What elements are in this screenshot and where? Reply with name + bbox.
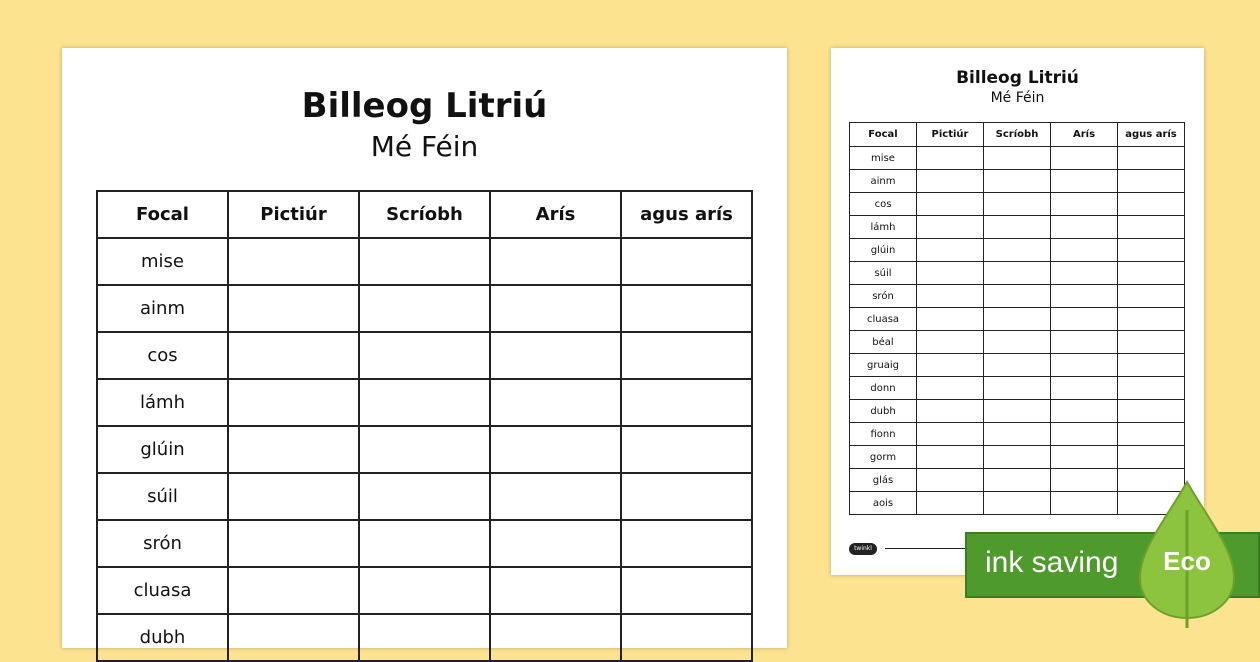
table-row [850, 193, 1185, 216]
blank-cell[interactable] [917, 239, 984, 262]
blank-cell[interactable] [984, 377, 1051, 400]
table-row [850, 423, 1185, 446]
word-cell: cos [850, 193, 917, 216]
table-row [850, 170, 1185, 193]
blank-cell[interactable] [917, 216, 984, 239]
word-cell: srón [97, 520, 228, 567]
blank-cell[interactable] [359, 614, 490, 661]
blank-cell[interactable] [1118, 377, 1185, 400]
blank-cell[interactable] [1051, 308, 1118, 331]
blank-cell[interactable] [1118, 285, 1185, 308]
table-row [97, 332, 752, 379]
table-row [850, 239, 1185, 262]
blank-cell[interactable] [359, 567, 490, 614]
table-row [97, 473, 752, 520]
word-cell: cluasa [97, 567, 228, 614]
blank-cell[interactable] [1051, 469, 1118, 492]
blank-cell[interactable] [917, 492, 984, 515]
blank-cell[interactable] [984, 193, 1051, 216]
blank-cell[interactable] [1051, 216, 1118, 239]
word-cell: cluasa [850, 308, 917, 331]
worksheet-preview-large [62, 48, 787, 648]
blank-cell[interactable] [917, 193, 984, 216]
blank-cell[interactable] [1051, 262, 1118, 285]
blank-cell[interactable] [1118, 331, 1185, 354]
word-cell: mise [97, 238, 228, 285]
blank-cell[interactable] [1118, 193, 1185, 216]
blank-cell[interactable] [228, 473, 359, 520]
blank-cell[interactable] [917, 170, 984, 193]
blank-cell[interactable] [359, 473, 490, 520]
blank-cell[interactable] [228, 567, 359, 614]
table-row [850, 216, 1185, 239]
blank-cell[interactable] [490, 238, 621, 285]
word-cell: súil [850, 262, 917, 285]
blank-cell[interactable] [1051, 147, 1118, 170]
eco-leaf-icon [1132, 480, 1242, 630]
blank-cell[interactable] [359, 285, 490, 332]
word-cell: srón [850, 285, 917, 308]
blank-cell[interactable] [984, 308, 1051, 331]
column-header: Scríobh [359, 191, 490, 238]
blank-cell[interactable] [984, 423, 1051, 446]
word-cell: donn [850, 377, 917, 400]
blank-cell[interactable] [984, 331, 1051, 354]
blank-cell[interactable] [1118, 170, 1185, 193]
word-cell: lámh [850, 216, 917, 239]
blank-cell[interactable] [917, 400, 984, 423]
blank-cell[interactable] [621, 379, 752, 426]
blank-cell[interactable] [1051, 377, 1118, 400]
blank-cell[interactable] [1051, 400, 1118, 423]
blank-cell[interactable] [490, 473, 621, 520]
table-row [850, 331, 1185, 354]
table-row [850, 354, 1185, 377]
word-cell: ainm [850, 170, 917, 193]
worksheet-title: Billeog Litriú [301, 86, 548, 126]
blank-cell[interactable] [490, 379, 621, 426]
word-cell: gorm [850, 446, 917, 469]
blank-cell[interactable] [917, 354, 984, 377]
blank-cell[interactable] [1118, 147, 1185, 170]
blank-cell[interactable] [1051, 492, 1118, 515]
table-row [850, 262, 1185, 285]
blank-cell[interactable] [917, 262, 984, 285]
blank-cell[interactable] [984, 492, 1051, 515]
blank-cell[interactable] [621, 473, 752, 520]
blank-cell[interactable] [1051, 331, 1118, 354]
blank-cell[interactable] [359, 238, 490, 285]
table-row [97, 426, 752, 473]
table-header-row [850, 123, 1185, 147]
word-cell: mise [850, 147, 917, 170]
column-header: Scríobh [984, 123, 1051, 147]
table-row [850, 377, 1185, 400]
table-row [850, 446, 1185, 469]
word-cell: aois [850, 492, 917, 515]
table-row [97, 285, 752, 332]
blank-cell[interactable] [1118, 262, 1185, 285]
table-header-row [97, 191, 752, 238]
blank-cell[interactable] [917, 377, 984, 400]
blank-cell[interactable] [359, 379, 490, 426]
blank-cell[interactable] [490, 332, 621, 379]
blank-cell[interactable] [621, 332, 752, 379]
blank-cell[interactable] [1118, 308, 1185, 331]
table-row [850, 285, 1185, 308]
spelling-table [96, 190, 753, 662]
blank-cell[interactable] [1118, 400, 1185, 423]
blank-cell[interactable] [984, 354, 1051, 377]
blank-cell[interactable] [490, 285, 621, 332]
blank-cell[interactable] [984, 262, 1051, 285]
blank-cell[interactable] [1051, 170, 1118, 193]
blank-cell[interactable] [1118, 446, 1185, 469]
blank-cell[interactable] [490, 614, 621, 661]
column-header: Focal [850, 123, 917, 147]
blank-cell[interactable] [490, 520, 621, 567]
table-row [850, 308, 1185, 331]
blank-cell[interactable] [228, 379, 359, 426]
blank-cell[interactable] [359, 332, 490, 379]
blank-cell[interactable] [984, 285, 1051, 308]
blank-cell[interactable] [1118, 423, 1185, 446]
spelling-table [849, 122, 1185, 515]
blank-cell[interactable] [917, 285, 984, 308]
column-header: Pictiúr [228, 191, 359, 238]
blank-cell[interactable] [490, 567, 621, 614]
table-row [97, 520, 752, 567]
table-row [97, 614, 752, 661]
blank-cell[interactable] [984, 216, 1051, 239]
blank-cell[interactable] [621, 567, 752, 614]
blank-cell[interactable] [1118, 239, 1185, 262]
column-header: Focal [97, 191, 228, 238]
blank-cell[interactable] [917, 446, 984, 469]
blank-cell[interactable] [621, 238, 752, 285]
table-row [97, 379, 752, 426]
column-header: Pictiúr [917, 123, 984, 147]
blank-cell[interactable] [1051, 193, 1118, 216]
column-header: agus arís [1118, 123, 1185, 147]
blank-cell[interactable] [917, 469, 984, 492]
blank-cell[interactable] [984, 239, 1051, 262]
blank-cell[interactable] [1051, 239, 1118, 262]
word-cell: dubh [97, 614, 228, 661]
ink-saving-label: ink saving [985, 546, 1119, 579]
word-cell: ainm [97, 285, 228, 332]
blank-cell[interactable] [621, 285, 752, 332]
word-cell: glúin [850, 239, 917, 262]
blank-cell[interactable] [1118, 354, 1185, 377]
word-cell: lámh [97, 379, 228, 426]
blank-cell[interactable] [984, 147, 1051, 170]
blank-cell[interactable] [917, 147, 984, 170]
blank-cell[interactable] [1051, 285, 1118, 308]
table-row [850, 400, 1185, 423]
word-cell: gruaig [850, 354, 917, 377]
word-cell: dubh [850, 400, 917, 423]
word-cell: fionn [850, 423, 917, 446]
blank-cell[interactable] [984, 170, 1051, 193]
blank-cell[interactable] [621, 614, 752, 661]
blank-cell[interactable] [228, 238, 359, 285]
blank-cell[interactable] [228, 426, 359, 473]
blank-cell[interactable] [917, 308, 984, 331]
blank-cell[interactable] [228, 614, 359, 661]
word-cell: glás [850, 469, 917, 492]
column-header: agus arís [621, 191, 752, 238]
worksheet-subtitle: Mé Féin [370, 130, 479, 163]
eco-label: Eco [1163, 546, 1211, 576]
column-header: Arís [490, 191, 621, 238]
word-cell: súil [97, 473, 228, 520]
blank-cell[interactable] [359, 520, 490, 567]
blank-cell[interactable] [228, 520, 359, 567]
table-row [850, 147, 1185, 170]
blank-cell[interactable] [359, 426, 490, 473]
table-row [97, 238, 752, 285]
blank-cell[interactable] [984, 400, 1051, 423]
word-cell: glúin [97, 426, 228, 473]
blank-cell[interactable] [490, 426, 621, 473]
word-cell: béal [850, 331, 917, 354]
worksheet-title: Billeog Litriú [956, 68, 1079, 88]
blank-cell[interactable] [917, 331, 984, 354]
blank-cell[interactable] [984, 446, 1051, 469]
blank-cell[interactable] [228, 285, 359, 332]
twinkl-logo: twinkl [849, 543, 877, 555]
blank-cell[interactable] [917, 423, 984, 446]
blank-cell[interactable] [228, 332, 359, 379]
word-cell: cos [97, 332, 228, 379]
blank-cell[interactable] [621, 520, 752, 567]
blank-cell[interactable] [1118, 216, 1185, 239]
blank-cell[interactable] [1051, 354, 1118, 377]
blank-cell[interactable] [1051, 446, 1118, 469]
column-header: Arís [1051, 123, 1118, 147]
worksheet-subtitle: Mé Féin [990, 90, 1045, 106]
blank-cell[interactable] [1051, 423, 1118, 446]
table-row [97, 567, 752, 614]
blank-cell[interactable] [984, 469, 1051, 492]
blank-cell[interactable] [621, 426, 752, 473]
